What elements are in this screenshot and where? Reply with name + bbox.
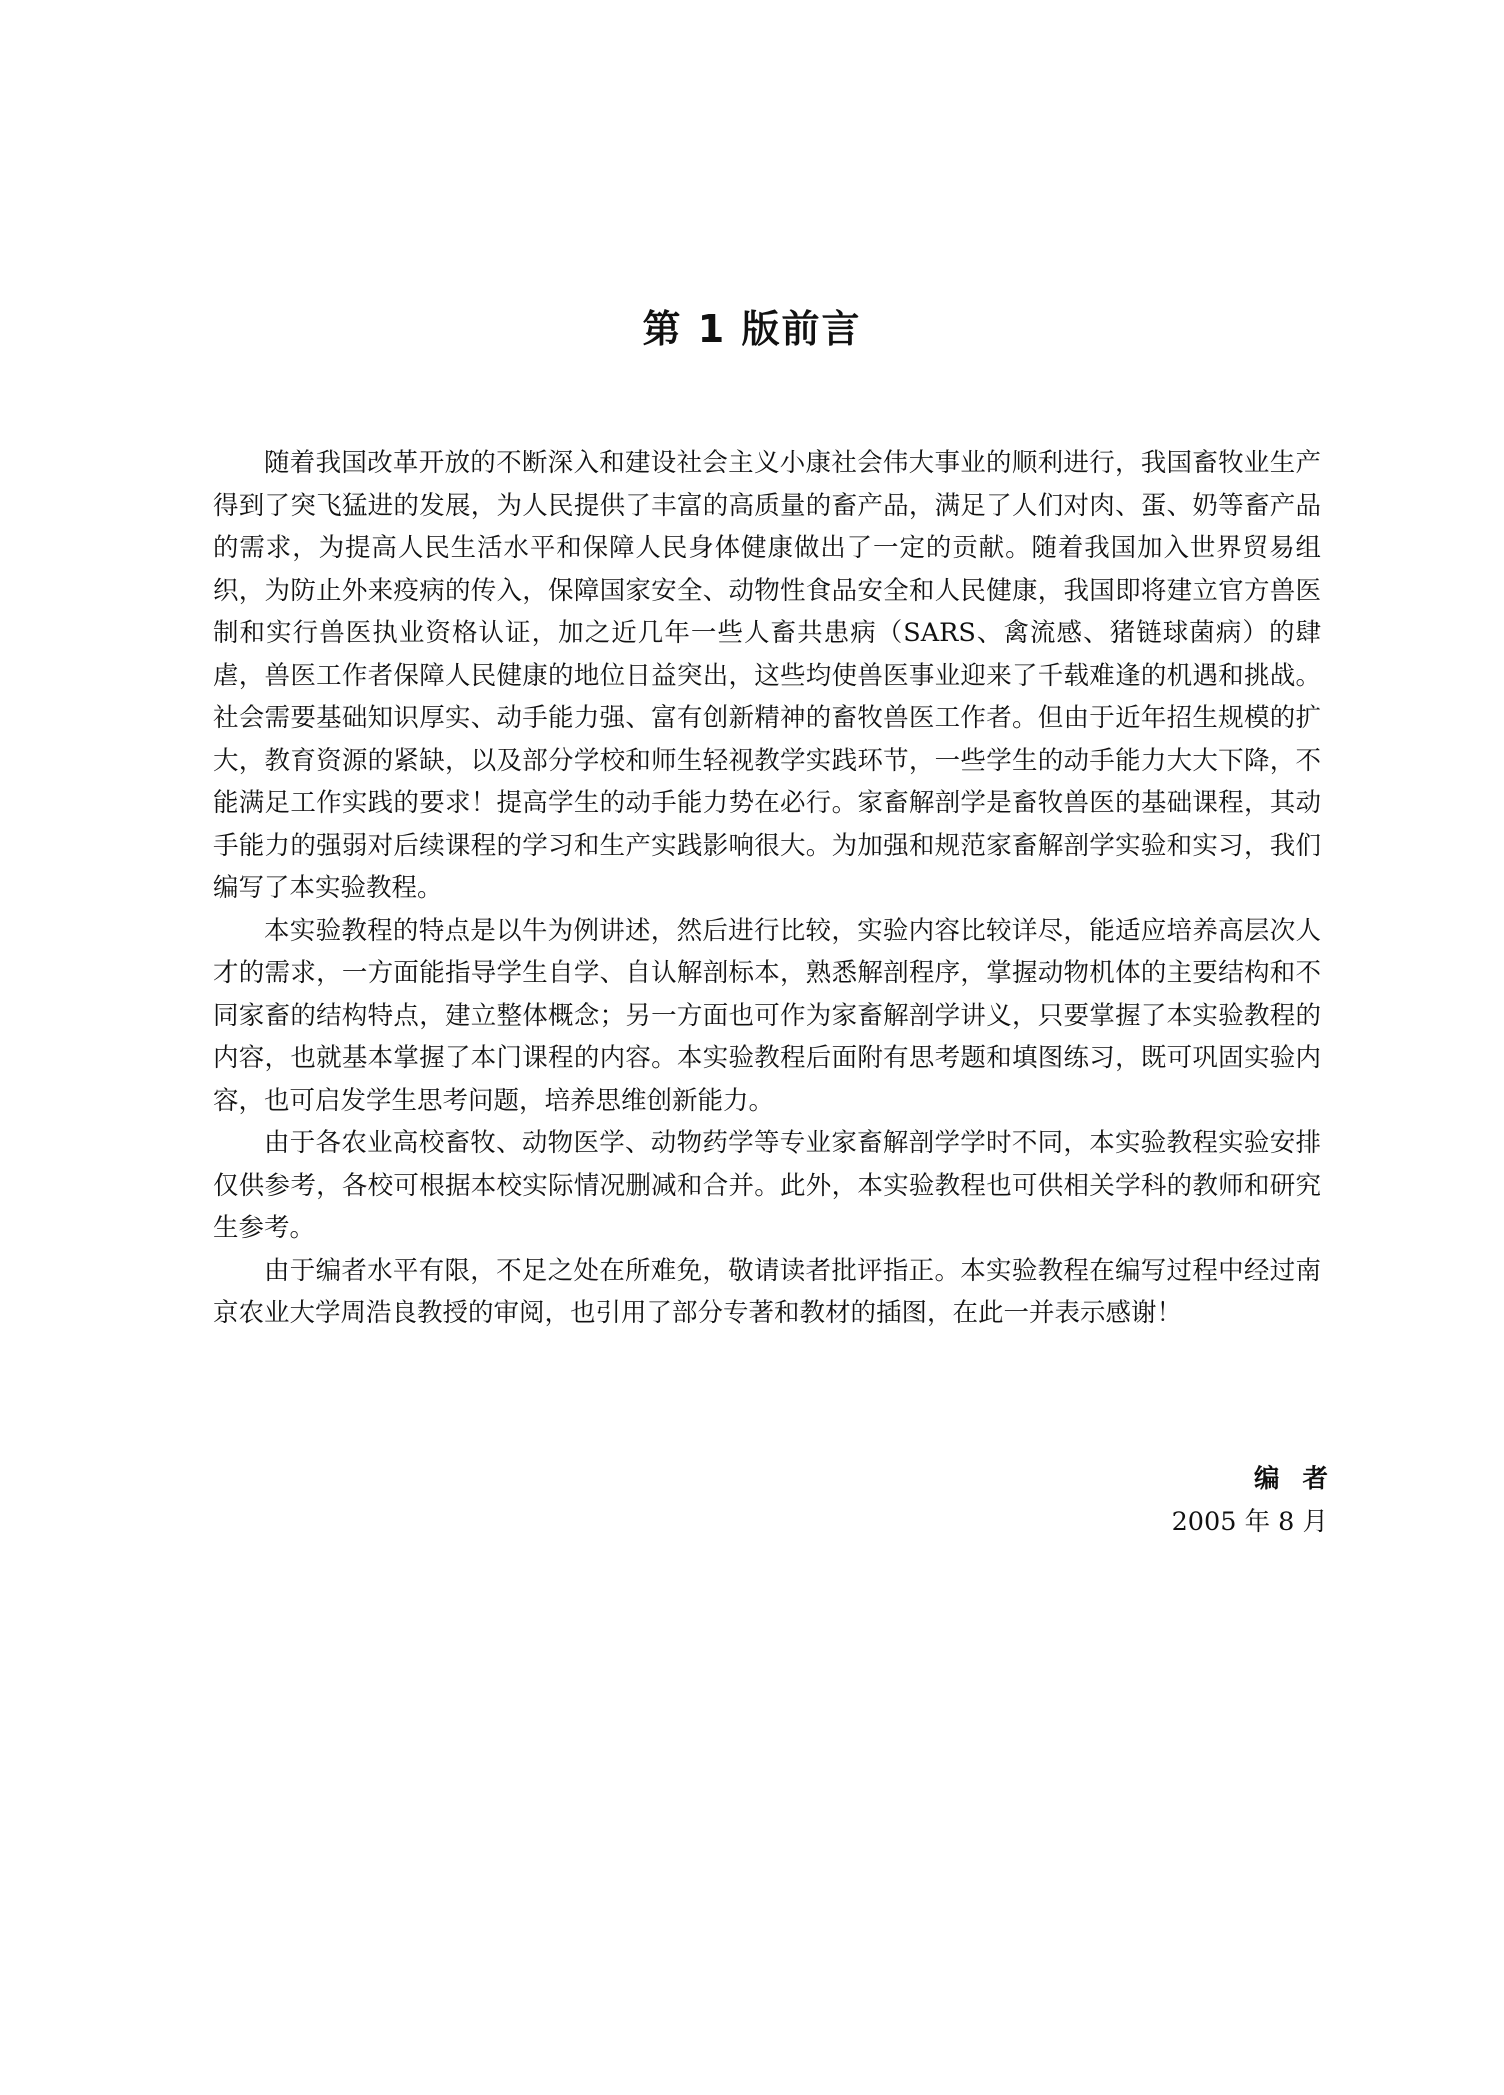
signature-author: 编者 (1254, 1464, 1351, 1494)
page-title: 第 1 版前言 (642, 307, 862, 351)
paragraph-2: 本实验教程的特点是以牛为例讲述，然后进行比较，实验内容比较详尽，能适应培养高层次人才的需求，一方面能指导学生自学、自认解剖标本，熟悉解剖程序，掌握动物机体的主要结构和不同家畜的结构特点，建立整体概念；另一方面也可作为家畜解剖学讲义，只要掌握了本实验教程的内容，也就基本掌握了本门课程的内容。本实验教程后面附有思考题和填图练习，既可巩固实验内容，也可启发学生思考问题，培养思维创新能力。 (213, 915, 1321, 1116)
preface-body (213, 442, 1321, 1335)
signature-date: 2005 年 8 月 (1171, 1507, 1328, 1537)
signature-block (1171, 1458, 1351, 1544)
paragraph-4: 由于编者水平有限，不足之处在所难免，敬请读者批评指正。本实验教程在编写过程中经过南京农业大学周浩良教授的审阅，也引用了部分专著和教材的插图，在此一并表示感谢！ (213, 1255, 1321, 1328)
paragraph-3: 由于各农业高校畜牧、动物医学、动物药学等专业家畜解剖学学时不同，本实验教程实验安排仅供参考，各校可根据本校实际情况删减和合并。此外，本实验教程也可供相关学科的教师和研究生参考。 (213, 1128, 1321, 1243)
paragraph-1: 随着我国改革开放的不断深入和建设社会主义小康社会伟大事业的顺利进行，我国畜牧业生产得到了突飞猛进的发展，为人民提供了丰富的高质量的畜产品，满足了人们对肉、蛋、奶等畜产品的需求，为提高人民生活水平和保障人民身体健康做出了一定的贡献。随着我国加入世界贸易组织，为防止外来疫病的传入，保障国家安全、动物性食品安全和人民健康，我国即将建立官方兽医制和实行兽医执业资格认证，加之近几年一些人畜共患病（SARS、禽流感、猪链球菌病）的肆虐，兽医工作者保障人民健康的地位日益突出，这些均使兽医事业迎来了千载难逢的机遇和挑战。社会需要基础知识厚实、动手能力强、富有创新精神的畜牧兽医工作者。但由于近年招生规模的扩大，教育资源的紧缺，以及部分学校和师生轻视教学实践环节，一些学生的动手能力大大下降，不能满足工作实践的要求！提高学生的动手能力势在必行。家畜解剖学是畜牧兽医的基础课程，其动手能力的强弱对后续课程的学习和生产实践影响很大。为加强和规范家畜解剖学实验和实习，我们编写了本实验教程。 (213, 448, 1321, 903)
